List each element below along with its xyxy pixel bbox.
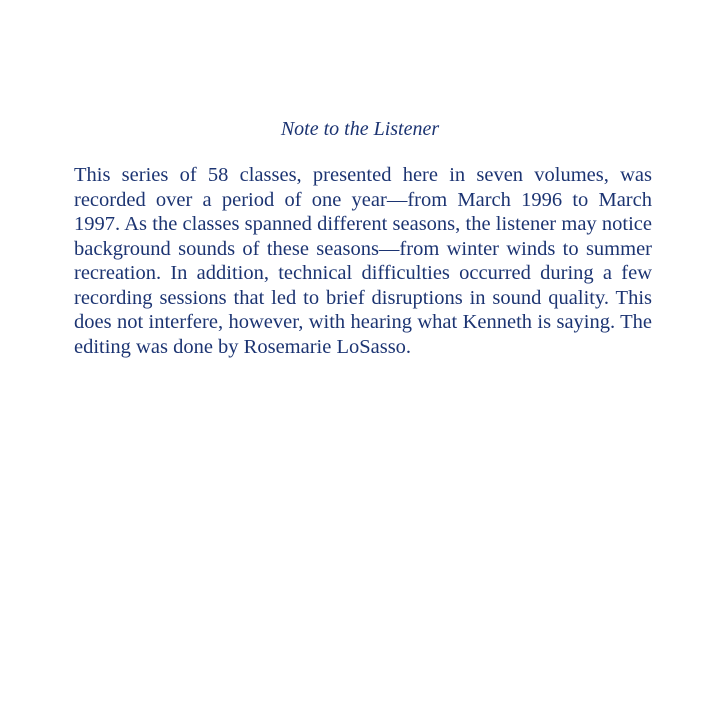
note-title: Note to the Listener bbox=[280, 118, 440, 140]
note-body-paragraph: This series of 58 classes, presented here in seven volumes, was recorded over a period of one year—from March 1996 to March 1997. As the classes spanned different seasons, the listener may notice background sounds of these seasons—from winter winds to summer recreation. In addition, technical difficulties occurred during a few recording sessions that led to brief disruptions in sound quality. This does not interfere, however, with hearing what Kenneth is saying. The editing was done by Rosemarie LoSasso. bbox=[74, 164, 652, 358]
